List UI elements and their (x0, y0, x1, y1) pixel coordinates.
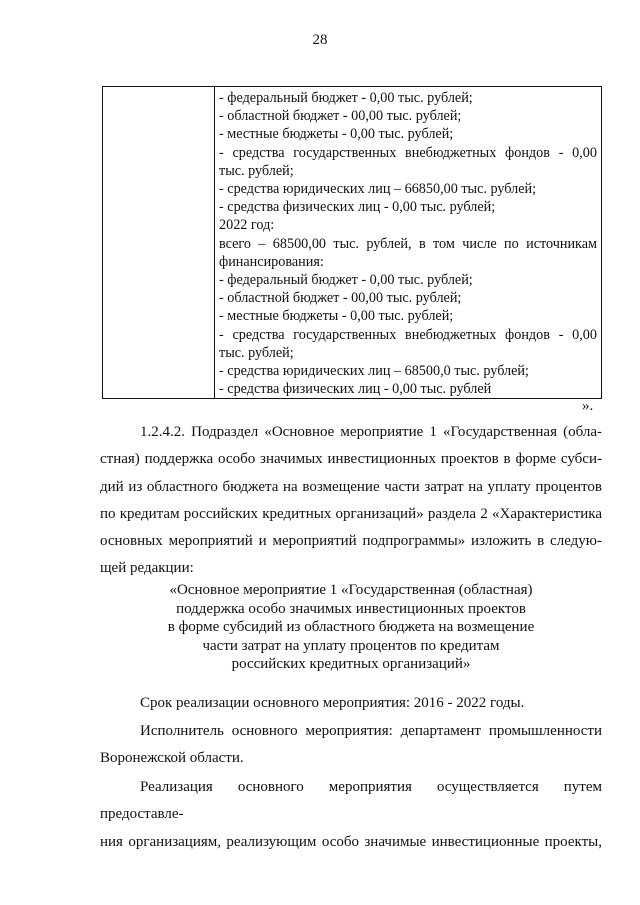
table-line: тыс. рублей; (219, 344, 294, 361)
paragraph-line: по кредитам российских кредитных организаций» раздела 2 «Характеристика (100, 505, 602, 522)
table-line: - средства государственных внебюджетных фондов - 0,00 (219, 326, 597, 343)
table-line: 2022 год: (219, 217, 275, 234)
paragraph-line: щей редакции: (100, 560, 194, 577)
closing-quote: ». (582, 398, 594, 414)
table-line: - областной бюджет - 00,00 тыс. рублей; (219, 290, 462, 307)
section-heading (100, 581, 602, 674)
table-line: - средства юридических лиц – 68500,0 тыс. рублей; (219, 363, 529, 380)
page-number: 28 (312, 32, 328, 48)
heading-line: поддержка особо значимых инвестиционных проектов (176, 600, 526, 617)
heading-line: российских кредитных организаций» (231, 656, 471, 672)
heading-line: «Основное мероприятие 1 «Государственная (областная) (169, 582, 533, 598)
paragraph-line: Воронежской области. (100, 750, 244, 767)
table-line: - местные бюджеты - 0,00 тыс. рублей; (219, 308, 454, 325)
table-line: - средства юридических лиц – 66850,00 тыс. рублей; (219, 181, 537, 198)
table-line: - федеральный бюджет - 0,00 тыс. рублей; (219, 272, 473, 289)
table-line: - областной бюджет - 00,00 тыс. рублей; (219, 108, 462, 125)
table-line: - средства государственных внебюджетных фондов - 0,00 (219, 144, 597, 161)
financing-table (102, 86, 602, 399)
paragraph-line: основных мероприятий и мероприятий подпрограммы» изложить в следую- (100, 533, 602, 550)
table-line: - средства физических лиц - 0,00 тыс. рублей; (219, 199, 496, 216)
paragraph-line: стная) поддержка особо значимых инвестиционных проектов в форме субси- (100, 451, 602, 468)
table-line: финансирования: (219, 253, 324, 270)
table-line: - средства физических лиц - 0,00 тыс. рублей (219, 381, 492, 398)
table-line: тыс. рублей; (219, 162, 294, 179)
table-row (103, 87, 602, 399)
table-left-cell (103, 87, 215, 399)
implementation-paragraph (100, 774, 602, 856)
paragraph-line: дий из областного бюджета на возмещение части затрат на уплату процентов (100, 478, 602, 495)
executor-paragraph (100, 718, 602, 773)
table-right-cell (215, 87, 602, 399)
heading-line: в форме субсидий из областного бюджета на возмещение (167, 619, 535, 635)
table-line: - федеральный бюджет - 0,00 тыс. рублей; (219, 90, 473, 106)
heading-line: части затрат на уплату процентов по кредитам (202, 637, 500, 654)
paragraph-line: ния организациям, реализующим особо значимые инвестиционные проекты, (100, 833, 602, 850)
amendment-paragraph (100, 419, 602, 583)
term-paragraph (100, 690, 602, 717)
paragraph-line: Исполнитель основного мероприятия: департамент промышленности (140, 723, 602, 739)
paragraph-line: Срок реализации основного мероприятия: 2016 - 2022 годы. (140, 695, 525, 711)
table-line: - местные бюджеты - 0,00 тыс. рублей; (219, 126, 454, 143)
paragraph-line: 1.2.4.2. Подраздел «Основное мероприятие 1 «Государственная (обла- (140, 424, 602, 440)
table-line: всего – 68500,00 тыс. рублей, в том числе по источникам (219, 235, 597, 252)
paragraph-line: Реализация основного мероприятия осуществляется путем предоставле- (100, 779, 602, 823)
